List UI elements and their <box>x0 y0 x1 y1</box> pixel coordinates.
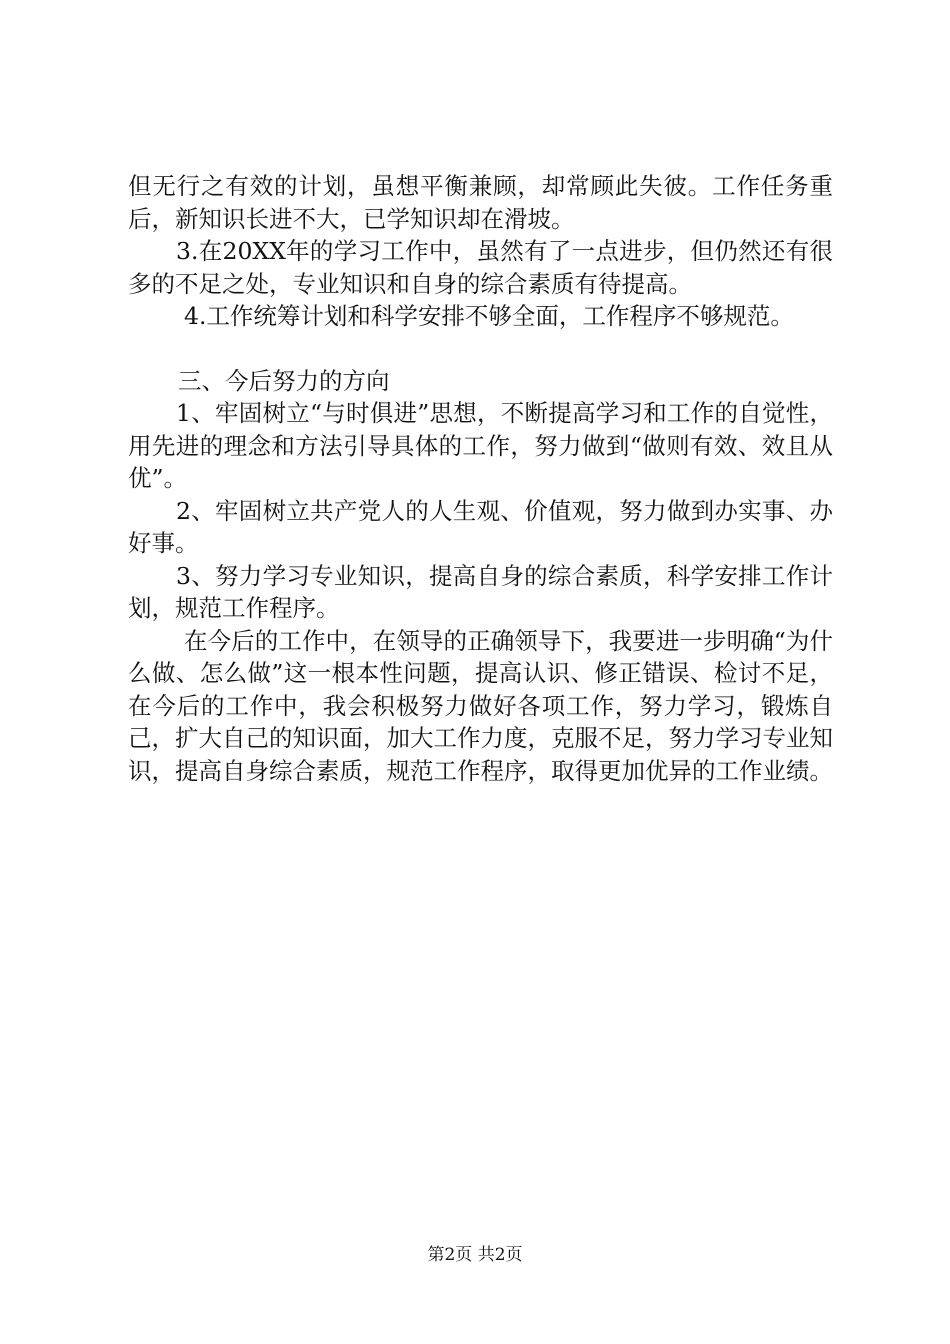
closing-paragraph: 在今后的工作中，在领导的正确领导下，我要进一步明确“为什么做、怎么做”这一根本性问题，提高认识、修正错误、检讨不足，在今后的工作中，我会积极努力做好各项工作，努力学习，锻炼自己，扩大自己的知识面，加大工作力度，克服不足，努力学习专业知识，提高自身综合素质，规范工作程序，取得更加优异的工作业绩。 <box>128 626 833 785</box>
paragraph-item-3: 3.在20XX年的学习工作中，虽然有了一点进步，但仍然还有很多的不足之处，专业知识和自身的综合素质有待提高。 <box>128 237 833 298</box>
section-heading: 三、今后努力的方向 <box>178 366 390 395</box>
page-footer: 第2页 共2页 <box>427 1245 523 1265</box>
direction-item-2: 2、牢固树立共产党人的人生观、价值观，努力做到办实事、办好事。 <box>128 496 833 557</box>
direction-item-3: 3、努力学习专业知识，提高自身的综合素质，科学安排工作计划，规范工作程序。 <box>128 561 833 622</box>
direction-item-1: 1、牢固树立“与时俱进”思想，不断提高学习和工作的自觉性，用先进的理念和方法引导具体的工作，努力做到“做则有效、效且从优”。 <box>128 399 833 492</box>
document-body <box>128 170 833 787</box>
paragraph-item-4: 4.工作统筹计划和科学安排不够全面，工作程序不够规范。 <box>184 302 794 330</box>
paragraph-continuation: 但无行之有效的计划，虽想平衡兼顾，却常顾此失彼。工作任务重后，新知识长进不大，已学知识却在滑坡。 <box>128 172 833 233</box>
